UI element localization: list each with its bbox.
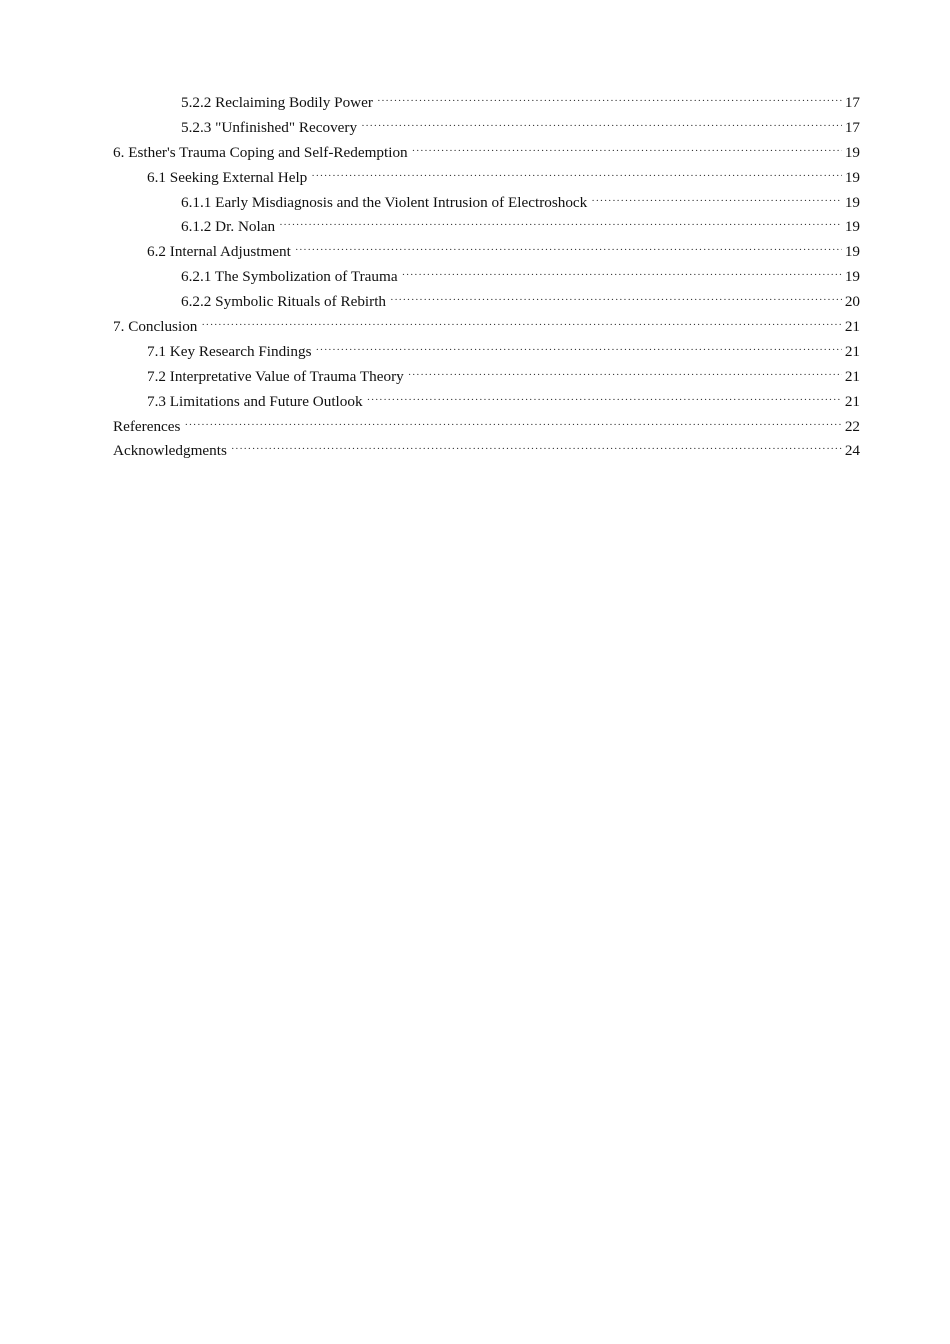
toc-entry [113, 365, 860, 390]
toc-entry-title: Acknowledgments [113, 442, 227, 460]
toc-dot-leader [316, 338, 842, 363]
toc-dot-leader [367, 388, 842, 413]
toc-entry-title: 7.2 Interpretative Value of Trauma Theory [147, 367, 404, 385]
toc-entry [113, 290, 860, 315]
toc-dot-leader [390, 288, 842, 313]
toc-entry-page: 17 [844, 94, 860, 111]
toc-dot-leader [311, 164, 842, 189]
toc-dot-leader [412, 139, 842, 164]
toc-entry [113, 191, 860, 216]
toc-dot-leader [201, 313, 841, 338]
toc-entry-page: 17 [844, 118, 860, 136]
toc-entry-title: 6.2.2 Symbolic Rituals of Rebirth [181, 293, 387, 311]
toc-entry-page: 21 [844, 367, 860, 385]
toc-entry [113, 166, 860, 191]
toc-entry [113, 265, 860, 290]
toc-entry [113, 340, 860, 365]
toc-entry-page: 19 [844, 168, 860, 186]
toc-entry-page: 24 [844, 442, 860, 460]
toc-entry-title: 6.1 Seeking External Help [147, 168, 308, 186]
toc-entry [113, 116, 860, 141]
toc-entry [113, 240, 860, 265]
toc-entry-page: 21 [844, 342, 860, 360]
toc-entry-page: 22 [844, 417, 860, 435]
toc-entry-page: 21 [844, 318, 860, 336]
toc-entry-page: 19 [844, 218, 860, 236]
toc-entry [113, 415, 860, 440]
toc-entry-title: 6.2.1 The Symbolization of Trauma [181, 268, 398, 286]
toc-dot-leader [279, 213, 842, 238]
toc-entry-title: 6.2 Internal Adjustment [147, 243, 291, 261]
toc-entry [113, 315, 860, 340]
toc-entry [113, 215, 860, 240]
toc-dot-leader [402, 263, 842, 288]
toc-entry-page: 20 [844, 293, 860, 311]
toc-dot-leader [295, 238, 842, 263]
toc-entry-page: 21 [844, 392, 860, 410]
toc-entry [113, 91, 860, 116]
toc-entry-page: 19 [844, 268, 860, 286]
toc-dot-leader [408, 363, 842, 388]
toc-dot-leader [377, 89, 842, 114]
toc-entry-title: References [113, 417, 181, 435]
toc-entry-page: 19 [844, 193, 860, 211]
toc-entry-title: 6.1.2 Dr. Nolan [181, 218, 276, 236]
toc-entry-title: 7.3 Limitations and Future Outlook [147, 392, 363, 410]
toc-entry-title: 5.2.2 Reclaiming Bodily Power [181, 94, 373, 111]
toc-entry-title: 7.1 Key Research Findings [147, 342, 312, 360]
toc-dot-leader [591, 189, 842, 214]
table-of-contents [113, 91, 860, 464]
toc-dot-leader [361, 114, 842, 139]
toc-dot-leader [184, 413, 841, 438]
toc-entry [113, 141, 860, 166]
toc-dot-leader [231, 437, 842, 462]
toc-entry-title: 7. Conclusion [113, 318, 198, 336]
toc-entry [113, 439, 860, 464]
toc-entry-page: 19 [844, 143, 860, 161]
toc-entry-title: 6. Esther's Trauma Coping and Self-Redemption [113, 143, 408, 161]
toc-entry-title: 6.1.1 Early Misdiagnosis and the Violent Intrusion of Electroshock [181, 193, 588, 211]
toc-entry [113, 390, 860, 415]
toc-entry-title: 5.2.3 "Unfinished" Recovery [181, 118, 358, 136]
toc-entry-page: 19 [844, 243, 860, 261]
